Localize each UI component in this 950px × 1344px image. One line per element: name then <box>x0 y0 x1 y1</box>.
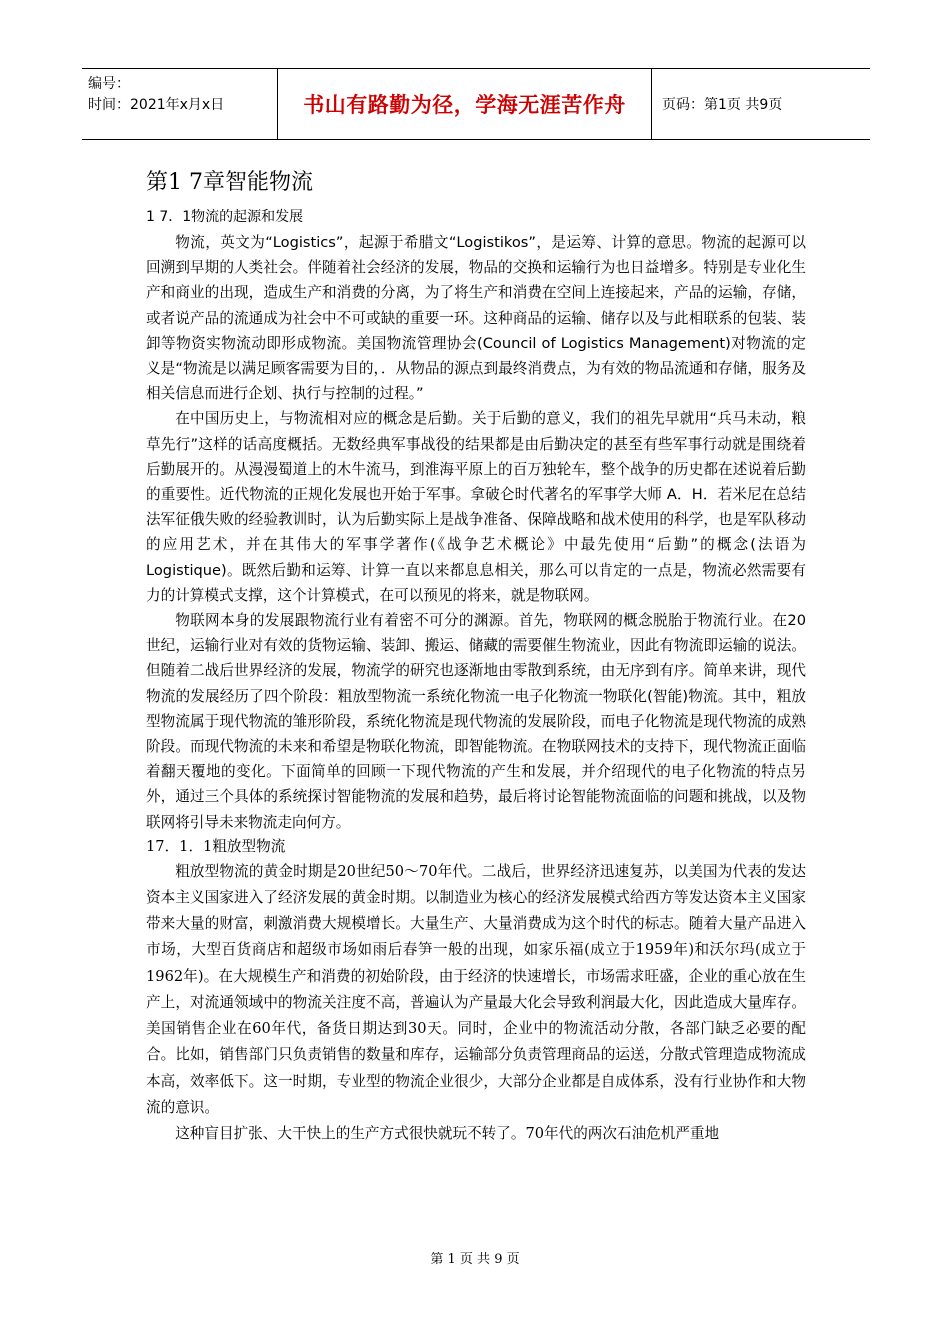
page-header <box>82 68 870 140</box>
header-meta <box>82 69 278 139</box>
header-time-label: 时间：2021年x月x日 <box>88 97 225 113</box>
paragraph: 物联网本身的发展跟物流行业有着密不可分的渊源。首先，物联网的概念脱胎于物流行业。在20世纪，运输行业对有效的货物运输、装卸、搬运、储藏的需要催生物流业，因此有物流即运输的说法。但随着二战后世界经济的发展，物流学的研究也逐渐地由零散到系统，由无序到有序。简单来讲，现代物流的发展经历了四个阶段：粗放型物流一系统化物流一电子化物流一物联化(智能)物流。其中，粗放型物流属于现代物流的雏形阶段，系统化物流是现代物流的发展阶段，而电子化物流是现代物流的成熟阶段。而现代物流的未来和希望是物联化物流，即智能物流。在物联网技术的支持下，现代物流正面临着翻天覆地的变化。下面简单的回顾一下现代物流的产生和发展，并介绍现代的电子化物流的特点另外，通过三个具体的系统探讨智能物流的发展和趋势，最后将讨论智能物流面临的问题和挑战，以及物联网将引导未来物流走向何方。 <box>146 612 806 831</box>
header-page-info-cell <box>652 69 870 139</box>
paragraph: 物流，英文为“Logistics”，起源于希腊文“Logistikos”，是运筹、计算的意思。物流的起源可以回溯到早期的人类社会。伴随着社会经济的发展，物品的交换和运输行为也日益增多。特别是专业化生产和商业的出现，造成生产和消费的分离，为了将生产和消费在空间上连接起来，产品的运输，存储，或者说产品的流通成为社会中不可或缺的重要一环。这种商品的运输、储存以及与此相联系的包装、装卸等物资实物流动即形成物流。美国物流管理协会(Council of Logistics Management)对物流的定义是“物流是以满足顾客需要为目的，．从物品的源点到最终消费点，为有效的物品流通和存储，服务及相关信息而进行企划、执行与控制的过程。” <box>146 234 806 403</box>
chapter-title: 第1 7章智能物流 <box>146 170 313 195</box>
section-title: 1 7．1物流的起源和发展 <box>146 209 304 225</box>
document-body <box>146 166 806 1147</box>
header-motto-cell <box>278 69 652 139</box>
paragraph: 在中国历史上，与物流相对应的概念是后勤。关于后勤的意义，我们的祖先早就用“兵马未动，粮草先行”这样的话高度概括。无数经典军事战役的结果都是由后勤决定的甚至有些军事行动就是围绕着后勤展开的。从漫漫蜀道上的木牛流马，到淮海平原上的百万独轮车，整个战争的历史都在述说着后勤的重要性。近代物流的正规化发展也开始于军事。拿破仑时代著名的军事学大师 A．H．若米尼在总结法军征俄失败的经验教训时，认为后勤实际上是战争准备、保障战略和战术使用的科学，也是军队移动的应用艺术，并在其伟大的军事学著作(《战争艺术概论》中最先使用“后勤”的概念(法语为Logistique)。既然后勤和运筹、计算一直以来都息息相关，那么可以肯定的一点是，物流必然需要有力的计算模式支撑，这个计算模式，在可以预见的将来，就是物联网。 <box>146 410 806 604</box>
subsection-title: 17．1．1粗放型物流 <box>146 837 286 855</box>
page-footer: 第 1 页 共 9 页 <box>430 1252 520 1267</box>
paragraph: 这种盲目扩张、大干快上的生产方式很快就玩不转了。70年代的两次石油危机严重地 <box>175 1124 720 1142</box>
header-page-info: 页码：第1页 共9页 <box>662 97 783 113</box>
header-motto: 书山有路勤为径，学海无涯苦作舟 <box>303 93 626 117</box>
paragraph: 粗放型物流的黄金时期是20世纪50～70年代。二战后，世界经济迅速复苏，以美国为代表的发达资本主义国家进入了经济发展的黄金时期。以制造业为核心的经济发展模式给西方等发达资本主义国家带来大量的财富，刺激消费大规模增长。大量生产、大量消费成为这个时代的标志。随着大量产品进入市场，大型百货商店和超级市场如雨后春笋一般的出现，如家乐福(成立于1959年)和沃尔玛(成立于1962年)。在大规模生产和消费的初始阶段，由于经济的快速增长，市场需求旺盛，企业的重心放在生产上，对流通领域中的物流关注度不高，普遍认为产量最大化会导致利润最大化，因此造成大量库存。美国销售企业在60年代，备货日期达到30天。同时，企业中的物流活动分散，各部门缺乏必要的配合。比如，销售部门只负责销售的数量和库存，运输部分负责管理商品的运送，分散式管理造成物流成本高，效率低下。这一时期，专业型的物流企业很少，大部分企业都是自成体系，没有行业协作和大物流的意识。 <box>146 862 806 1116</box>
header-number-label: 编号： <box>88 76 130 92</box>
